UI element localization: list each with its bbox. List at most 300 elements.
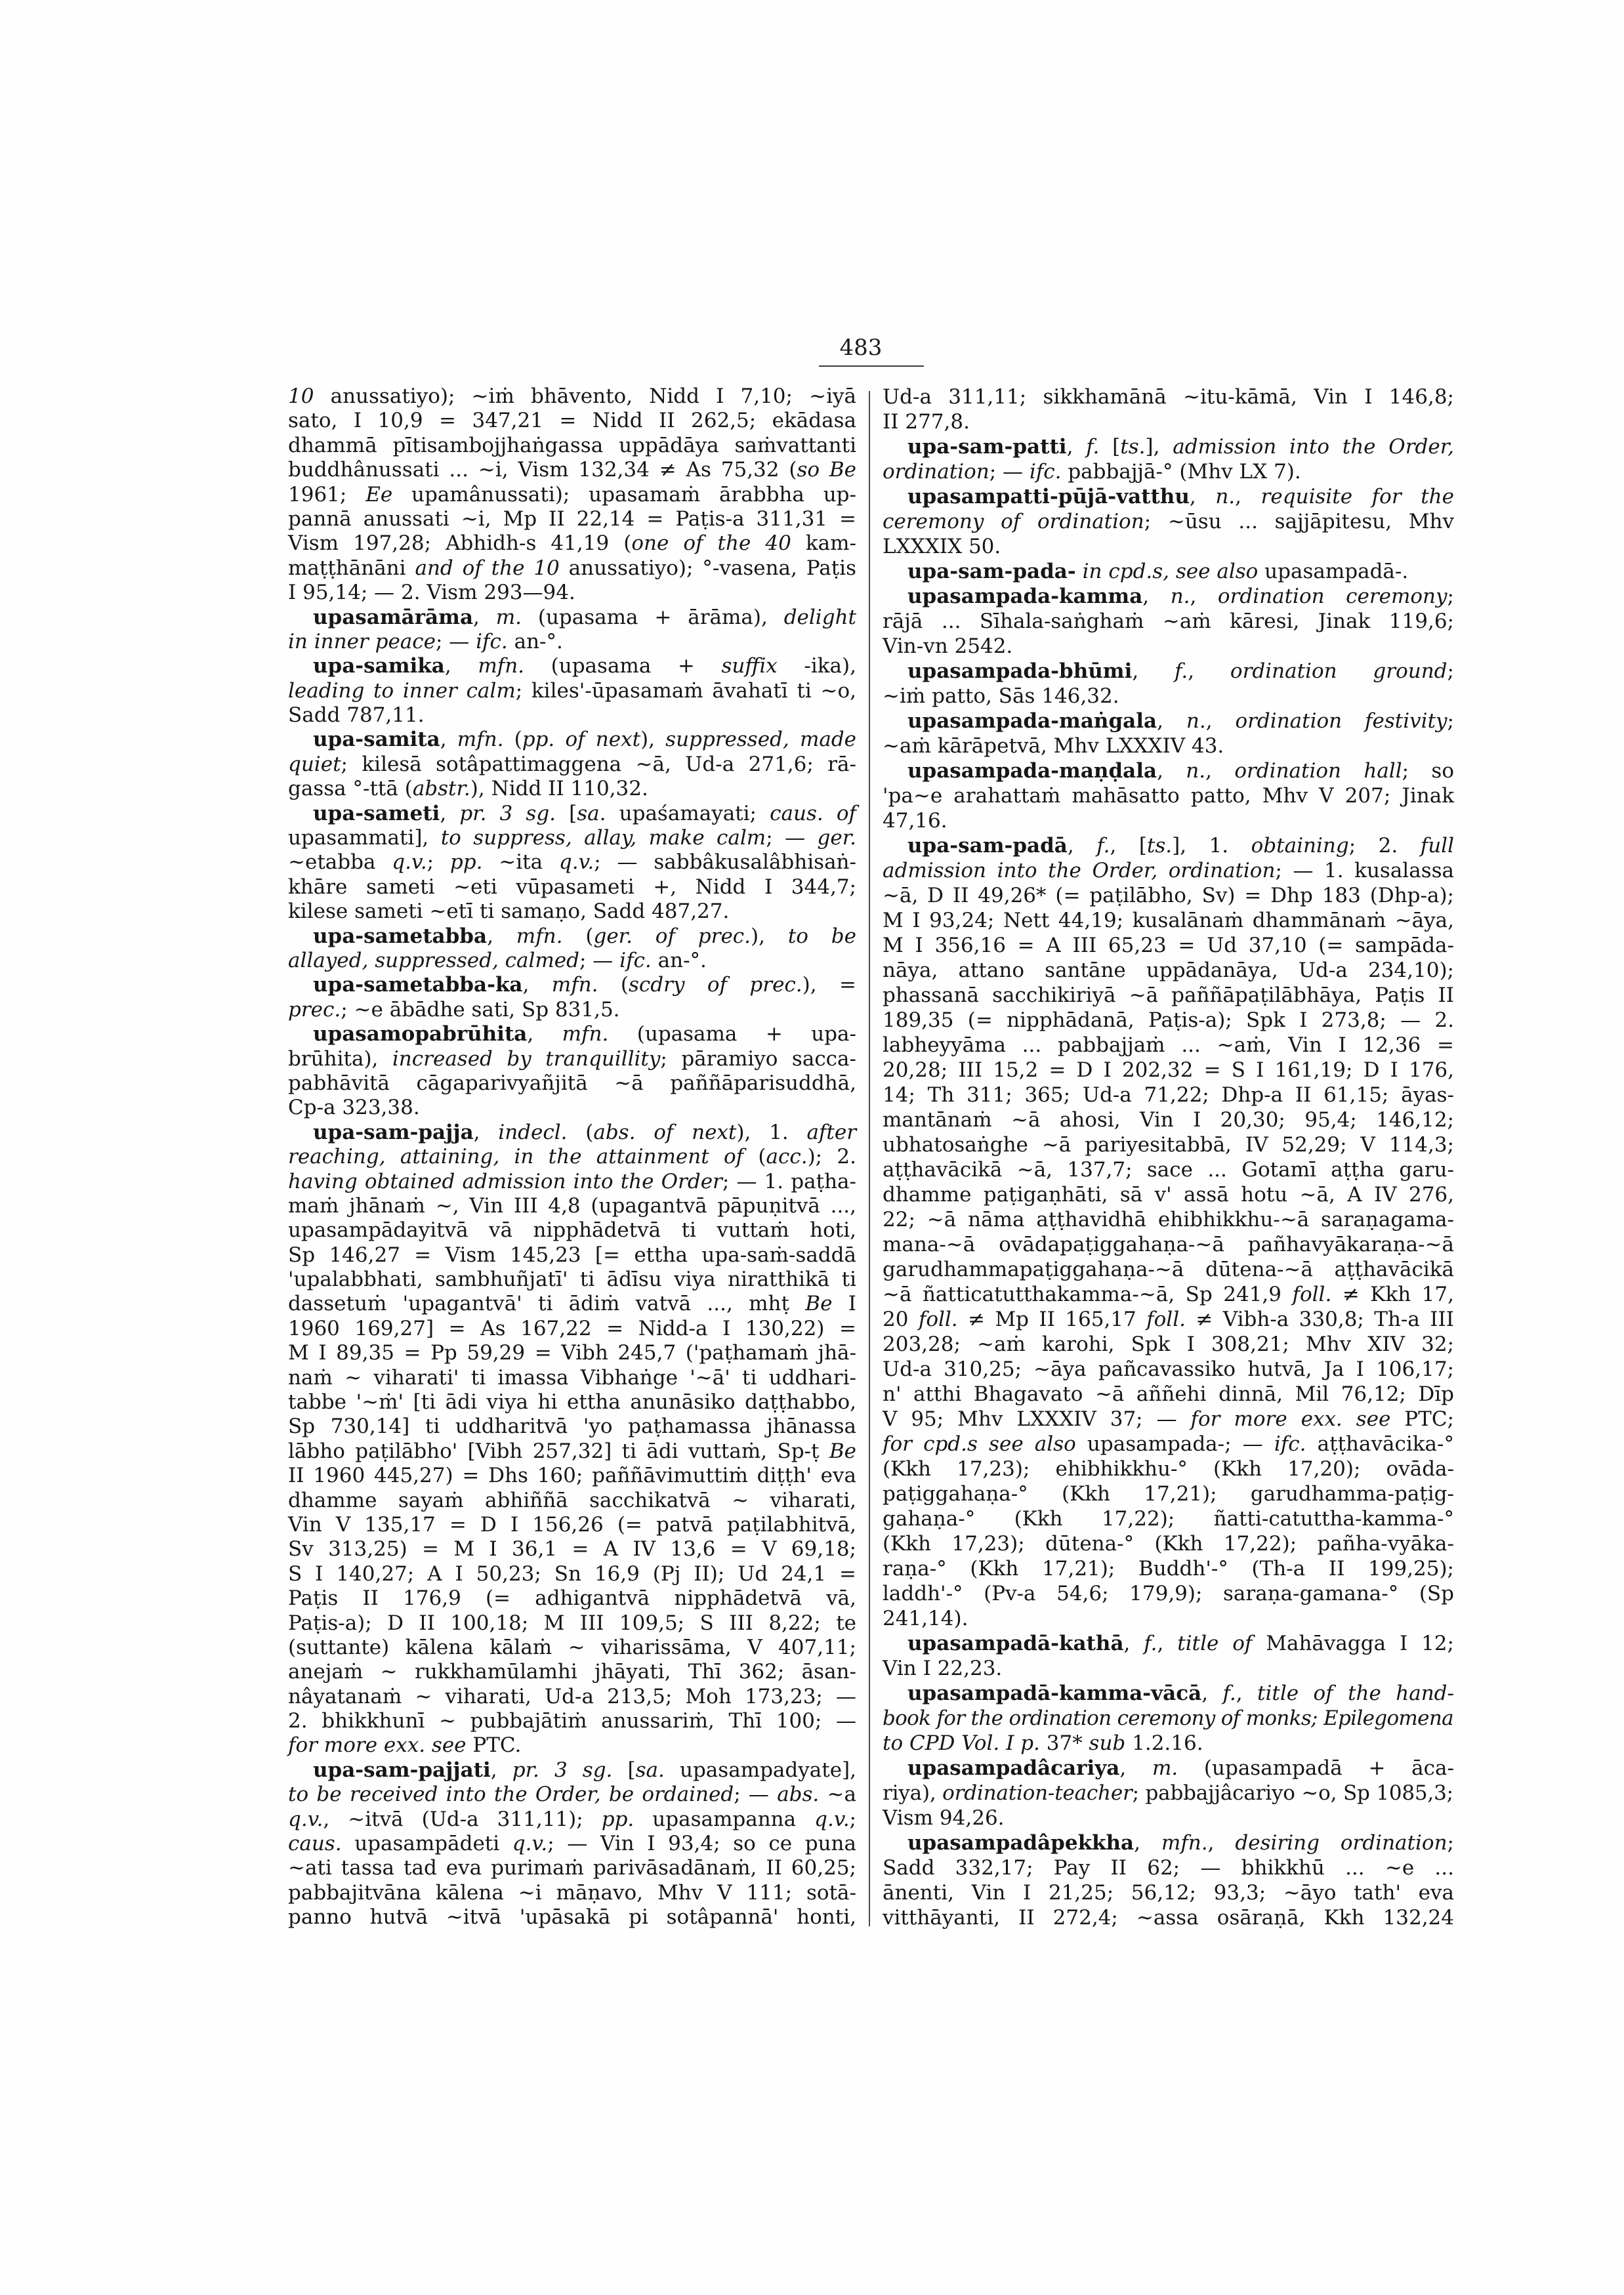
italic-text: full <box>1420 834 1454 858</box>
entry-text: , <box>473 605 496 629</box>
entry-text: ānenti, Vin I 21,25; 56,12; 93,3; ~āyo tath' eva <box>883 1881 1454 1905</box>
dict-line <box>883 734 1454 758</box>
dict-line <box>288 507 856 531</box>
dict-line <box>883 559 1454 584</box>
entry-text: 203,28; ~aṁ karohi, Spk I 308,21; Mhv XIV 32; <box>883 1333 1454 1356</box>
entry-text: ; <box>1447 659 1454 683</box>
entry-text: gassa °-ttā ( <box>288 777 413 801</box>
dict-line <box>288 1390 856 1415</box>
dict-line <box>883 1132 1454 1157</box>
dict-line <box>883 1681 1454 1706</box>
italic-text: ifc. <box>619 948 652 972</box>
italic-text: quiet <box>288 752 341 776</box>
dict-line <box>883 1556 1454 1581</box>
dict-line <box>288 1071 856 1096</box>
italic-text: abstr. <box>412 777 470 801</box>
italic-text: f. <box>1096 834 1110 858</box>
entry-text: lābho paṭilābho' [Vibh 257,32] ti ādi vuttaṁ, Sp-ṭ <box>288 1439 829 1463</box>
dict-line <box>288 630 856 654</box>
entry-text: ~a <box>819 1783 857 1807</box>
entry-text: , <box>1188 659 1230 683</box>
dict-line <box>288 1905 856 1930</box>
entry-text: II 277,8. <box>883 410 970 434</box>
entry-text: ; — Vin I 93,4; so ce puna <box>547 1832 856 1856</box>
entry-text: pabbajitvāna kālena ~i māṇavo, Mhv V 111; sotā- <box>288 1880 856 1905</box>
italic-text: admission into the Order, ordination <box>883 859 1276 882</box>
italic-text: pp. <box>449 850 483 875</box>
dict-line <box>883 1182 1454 1207</box>
entry-text: ; — <box>579 948 620 972</box>
line-text <box>883 1855 1454 1880</box>
line-text <box>907 709 1454 734</box>
line-text <box>883 1481 1454 1506</box>
entry-text: , <box>473 1120 499 1144</box>
line-text <box>883 1182 1454 1207</box>
line-text <box>313 728 856 752</box>
line-text <box>288 556 856 581</box>
headword: upasampatti-pūjā-vatthu <box>907 485 1190 508</box>
entry-text: ( <box>598 973 629 997</box>
line-text <box>288 1562 856 1586</box>
italic-text: abs. of next <box>593 1120 737 1144</box>
italic-text: indecl. <box>498 1120 568 1144</box>
entry-text: anejaṁ ~ rukkhamūlamhi jhāyati, Thī 362; āsan- <box>288 1660 856 1684</box>
entry-text: (Kkh 17,23); dūtena-° (Kkh 17,22); pañha-vyāka- <box>883 1532 1454 1556</box>
line-text <box>883 1058 1454 1083</box>
italic-text: caus. <box>288 1832 342 1856</box>
italic-text: mfn. <box>516 924 563 948</box>
entry-text: (upasama + <box>524 654 722 678</box>
line-text <box>288 1489 856 1513</box>
italic-text: q.v. <box>392 850 427 875</box>
entry-text: , <box>1207 1831 1236 1855</box>
dict-line <box>883 1905 1454 1930</box>
entry-text: ; kiles'-ūpasamaṁ āvahatī ti ~o, <box>515 678 856 703</box>
dict-line <box>883 1307 1454 1332</box>
line-text <box>907 559 1408 584</box>
dict-line <box>288 899 856 924</box>
italic-text: f. <box>1086 435 1100 459</box>
line-text <box>288 1145 856 1169</box>
italic-text: ifc. <box>476 629 508 653</box>
italic-text: n. <box>1186 709 1206 733</box>
line-text <box>907 1830 1454 1855</box>
dict-line <box>288 1121 856 1145</box>
entry-text: upasampadyate], <box>664 1758 856 1782</box>
line-text <box>288 507 856 531</box>
line-text <box>883 883 1454 908</box>
entry-text: Sp 146,27 = Vism 145,23 [= ettha upa-saṁ-saddā <box>288 1243 856 1267</box>
line-text <box>288 1218 856 1243</box>
dict-line <box>883 1382 1454 1407</box>
italic-text: title of the hand- <box>1257 1682 1454 1705</box>
italic-text: title of <box>1177 1632 1253 1655</box>
line-text <box>883 783 1454 808</box>
entry-text: , <box>527 1022 562 1046</box>
line-text <box>907 1631 1454 1656</box>
entry-text: I <box>832 1292 856 1316</box>
entry-text: 20,28; III 15,2 = D I 202,32 = S I 161,19; D I 176, <box>883 1058 1454 1082</box>
entry-text: Sp 730,14] ti uddharitvā 'yo paṭhamassa jhānassa <box>288 1415 856 1439</box>
line-text <box>883 1706 1453 1731</box>
entry-text: labheyyāma ... pabbajjaṁ ... ~aṁ, Vin I 12,36 = <box>883 1033 1454 1057</box>
entry-text: ≠ Vibh-a 330,8; Th-a III <box>1186 1308 1454 1331</box>
entry-text: laddh'-° (Pv-a 54,6; 179,9); saraṇa-gamana-° (Sp <box>883 1582 1454 1605</box>
dict-line <box>288 1660 856 1684</box>
entry-text: ~aṁ kārāpetvā, Mhv LXXXIV 43. <box>883 734 1224 758</box>
entry-text: ; ~e ābādhe sati, Sp 831,5. <box>341 997 620 1022</box>
dict-line <box>288 1096 856 1120</box>
entry-text: M I 89,35 = Pp 59,29 = Vibh 245,7 ('paṭhamaṁ jhā- <box>288 1341 856 1365</box>
line-text <box>288 1464 856 1488</box>
line-text <box>883 808 947 833</box>
dict-line <box>288 1341 856 1365</box>
italic-text: Ee <box>365 482 393 507</box>
line-text <box>288 826 856 850</box>
italic-text: pr. 3 sg. <box>459 801 556 825</box>
italic-text: sub <box>1089 1731 1126 1755</box>
left-column <box>288 384 856 1930</box>
italic-text: m. <box>1152 1756 1178 1780</box>
line-text <box>883 1157 1454 1182</box>
headword: upa-sam-pajja <box>313 1120 474 1144</box>
line-text <box>883 1382 1454 1407</box>
entry-text: ), 1. <box>736 1120 807 1144</box>
italic-text: n. <box>1170 585 1190 608</box>
entry-text: Ud-a 310,25; ~āya pañcavassiko hutvā, Ja I 106,17; <box>883 1357 1454 1381</box>
line-text <box>883 933 1454 958</box>
italic-text: suffix <box>721 654 778 678</box>
dict-line <box>883 509 1454 534</box>
dict-line <box>883 1506 1454 1531</box>
dict-line <box>883 484 1454 509</box>
dict-line <box>883 1481 1454 1506</box>
line-text <box>288 1243 856 1268</box>
line-text <box>907 484 1454 509</box>
line-text <box>883 684 1119 709</box>
dict-line <box>883 1457 1454 1481</box>
line-text <box>883 1581 1454 1606</box>
line-text <box>288 434 856 458</box>
dict-line <box>883 1756 1454 1781</box>
line-text <box>883 1107 1454 1132</box>
headword: upasampadā-kamma-vācā <box>907 1682 1202 1705</box>
dict-line <box>883 1332 1454 1357</box>
entry-text: paṭiggahaṇa-° (Kkh 17,21); garudhamma-paṭig- <box>883 1482 1454 1506</box>
italic-text: obtaining <box>1251 834 1349 858</box>
italic-text: ifc. <box>1274 1432 1306 1456</box>
line-text <box>288 1390 856 1415</box>
line-text <box>288 1783 856 1807</box>
entry-text: Paṭis-a); D II 100,18; M III 109,5; S III 8,22; te <box>288 1611 856 1635</box>
dict-line <box>883 1033 1454 1058</box>
dict-line <box>288 1709 856 1733</box>
line-text <box>313 654 856 678</box>
line-text <box>907 659 1454 684</box>
italic-text: ordination <box>883 460 989 484</box>
line-text <box>313 1758 856 1783</box>
entry-text: mana-~ā ovādapaṭiggahaṇa-~ā pañhavyākaraṇa-~ā <box>883 1233 1454 1256</box>
dict-line <box>883 1157 1454 1182</box>
entry-text: n' atthi Bhagavato ~ā aññehi dinnā, Mil 76,12; Dīp <box>883 1382 1454 1406</box>
italic-text: reaching, attaining, in the attainment of <box>288 1145 744 1169</box>
entry-text: garudhammapaṭiggahaṇa-~ā dūtena-~ā aṭṭhavācikā <box>883 1258 1454 1281</box>
entry-text: (upasampadā + āca- <box>1178 1756 1454 1780</box>
headword: upa-sametabba <box>313 924 488 948</box>
dict-line <box>883 434 1454 459</box>
dict-line <box>883 758 1454 783</box>
italic-text: for more exx. see <box>1190 1407 1391 1431</box>
dict-line <box>883 1207 1454 1232</box>
dict-line <box>288 1022 856 1046</box>
dict-line <box>883 1781 1454 1806</box>
dict-line <box>288 409 856 433</box>
dict-line <box>288 1439 856 1464</box>
dict-line <box>883 833 1454 858</box>
entry-text: , <box>1201 1682 1223 1705</box>
line-text <box>288 899 729 924</box>
headword: upa-samika <box>313 654 445 678</box>
entry-text: 2. bhikkhunī ~ pubbajātiṁ anussariṁ, Thī 100; — <box>288 1709 856 1733</box>
entry-text: II 1960 445,27) = Dhs 160; paññāvimuttiṁ diṭṭh' eva <box>288 1464 856 1488</box>
line-text <box>883 409 970 434</box>
line-text <box>288 777 648 801</box>
italic-text: acc. <box>766 1145 808 1169</box>
italic-text: f. <box>1175 659 1188 683</box>
italic-text: ceremony of ordination <box>883 510 1144 533</box>
entry-text: upasampādeti <box>341 1832 512 1856</box>
entry-text: ; — sabbâkusalâbhisaṅ- <box>594 850 856 875</box>
line-text <box>288 1096 420 1120</box>
line-text <box>907 1681 1454 1706</box>
dict-line <box>288 924 856 949</box>
dict-line <box>883 1432 1454 1457</box>
entry-text: nâyatanaṁ ~ viharati, Ud-a 213,5; Moh 173,23; — <box>288 1684 856 1708</box>
line-text <box>883 634 1012 659</box>
italic-text: ts. <box>1146 834 1173 858</box>
dict-line <box>288 1464 856 1488</box>
dict-line <box>883 1581 1454 1606</box>
italic-text: to be received into the Order, be ordained <box>288 1783 734 1807</box>
headword: upa-sam-pada- <box>907 560 1076 583</box>
entry-text: ~ā ñatticatutthakamma-~ā, Sp 241,9 <box>883 1283 1293 1306</box>
dict-line <box>288 703 856 728</box>
line-text <box>883 609 1454 634</box>
line-text <box>883 983 1454 1008</box>
entry-text: , <box>1189 485 1216 508</box>
italic-text: n. <box>1186 759 1206 783</box>
italic-text: mfn. <box>562 1022 609 1046</box>
line-text <box>313 606 856 630</box>
entry-text: 20 <box>883 1308 919 1331</box>
dict-line <box>883 609 1454 634</box>
entry-text: 22; ~ā nāma aṭṭhavidhā ehibhikkhu-~ā saraṇagama- <box>883 1208 1454 1231</box>
line-text <box>288 1808 856 1832</box>
entry-text: 14; Th 311; 365; Ud-a 71,22; Dhp-a II 61,15; āyas- <box>883 1083 1454 1107</box>
italic-text: increased by tranquillity <box>392 1046 661 1071</box>
line-text <box>313 1121 856 1145</box>
entry-text: , <box>1236 1682 1258 1705</box>
line-text <box>883 1132 1454 1157</box>
line-text <box>288 1611 856 1636</box>
entry-text: phassanā sacchikiriyā ~ā paññāpaṭilābhāya, Paṭis II <box>883 983 1454 1007</box>
entry-text: , <box>1157 759 1186 783</box>
italic-text: foll. <box>918 1308 958 1331</box>
entry-text: [ <box>1099 435 1121 459</box>
dict-line <box>288 1562 856 1586</box>
entry-text: M I 356,16 = A III 65,23 = Ud 37,10 (= sampāda- <box>883 934 1454 957</box>
entry-text: kam- <box>791 531 856 556</box>
entry-text: upaśamayati; <box>606 801 770 825</box>
entry-text: naṁ ~ viharati' ti imassa Vibhaṅge '~ā' ti uddhari- <box>288 1365 856 1390</box>
line-text <box>883 1556 1454 1581</box>
italic-text: abs. <box>777 1783 820 1807</box>
line-text <box>883 734 1224 758</box>
entry-text: buddhânussati ... ~i, Vism 132,34 ≠ As 75,32 ( <box>288 458 797 482</box>
italic-text: suppressed, made <box>665 728 857 752</box>
line-text <box>288 753 856 777</box>
italic-text: to suppress, allay, make calm <box>440 826 766 850</box>
line-text <box>883 1457 1454 1481</box>
entry-text: Mahāvagga I 12; <box>1252 1632 1454 1655</box>
line-text <box>288 1832 856 1856</box>
dict-line <box>288 802 856 826</box>
entry-text: mantānaṁ ~ā ahosi, Vin I 20,30; 95,4; 146,12; <box>883 1108 1454 1132</box>
entry-text: ; <box>1447 1831 1454 1855</box>
headword: upasamārāma <box>313 605 474 629</box>
dict-line <box>288 973 856 997</box>
entry-text: ], <box>1145 435 1173 459</box>
entry-text: ( <box>567 1120 594 1144</box>
dict-line <box>883 1083 1454 1107</box>
entry-text: dhammā pītisambojjhaṅgassa uppādāya saṁvattanti <box>288 433 856 457</box>
entry-text: , ~itvā (Ud-a 311,11); <box>323 1807 602 1831</box>
italic-text: to be <box>787 924 856 948</box>
line-text <box>288 998 620 1022</box>
entry-text: nāya, attano santāne uppādanāya, Ud-a 234,10); <box>883 959 1454 982</box>
entry-text: 47,16. <box>883 809 947 833</box>
line-text <box>883 1257 1454 1282</box>
line-text <box>288 531 856 556</box>
entry-text: , <box>1123 1632 1144 1655</box>
line-text <box>288 1170 856 1194</box>
dict-line <box>288 1047 856 1071</box>
entry-text: ; — 1. paṭha- <box>722 1169 856 1193</box>
line-text <box>288 1685 856 1709</box>
headword: upasampada-kamma <box>907 585 1143 608</box>
line-text <box>883 1282 1454 1307</box>
entry-text: upamânussati); upasamaṁ ārabbha up- <box>392 482 856 507</box>
entry-text: ; pāramiyo sacca- <box>660 1046 857 1071</box>
entry-text: pabhāvitā cāgaparivyañjitā ~ā paññāparisuddhā, <box>288 1071 856 1095</box>
entry-text: maṁ jhānaṁ ~, Vin III 4,8 (upagantvā pāpuṇitvā ..., <box>288 1193 856 1218</box>
italic-text: ordination ceremony <box>1217 585 1447 608</box>
entry-text: khāre sameti ~eti vūpasameti +, Nidd I 344,7; <box>288 875 856 899</box>
dict-line <box>883 684 1454 709</box>
headword: upa-sam-padā <box>907 834 1068 858</box>
entry-text: 'upalabbhati, sambhuñjatī' ti ādīsu viya niratthikā ti <box>288 1268 856 1292</box>
dict-line <box>883 1731 1454 1756</box>
italic-text: caus. of <box>770 801 856 825</box>
line-text <box>288 850 856 875</box>
line-text <box>883 1506 1454 1531</box>
dict-line <box>288 531 856 556</box>
entry-text: I 95,14; — 2. Vism 293—94. <box>288 581 575 605</box>
italic-text: after <box>806 1120 857 1144</box>
line-text <box>883 1731 1203 1756</box>
dict-line <box>288 1758 856 1783</box>
entry-text: Sv 313,25) = M I 36,1 = A IV 13,6 = V 69,18; <box>288 1537 856 1561</box>
italic-text: mfn. <box>478 654 525 678</box>
line-text <box>907 758 1454 783</box>
dict-line <box>883 534 1454 559</box>
line-text <box>288 409 856 433</box>
headword: upa-sametabba-ka <box>313 973 523 997</box>
line-text <box>883 1207 1454 1232</box>
entry-text: maṭṭhānāni <box>288 556 415 580</box>
entry-text: ; so <box>1402 759 1454 783</box>
entry-text: 'pa~e arahattaṁ mahāsatto patto, Mhv V 207; Jinak <box>883 784 1454 808</box>
headword: upasampadâpekkha <box>907 1831 1135 1855</box>
line-text <box>288 679 856 703</box>
line-text <box>288 1709 856 1733</box>
entry-text: ( <box>562 924 594 948</box>
italic-text: delight <box>783 605 856 629</box>
dict-line <box>288 1832 856 1856</box>
dict-line <box>288 1268 856 1292</box>
headword: upasamopabrūhita <box>313 1022 528 1046</box>
entry-text: ), <box>640 728 666 752</box>
line-text <box>883 1357 1454 1382</box>
italic-text: ordination ground <box>1230 659 1447 683</box>
entry-text: (suttante) kālena kālaṁ ~ viharissāma, V 407,11; <box>288 1635 856 1659</box>
entry-text: ; kilesā sotâpattimaggena ~ā, Ud-a 271,6; rā- <box>341 752 856 776</box>
entry-text: ≠ Kkh 17, <box>1331 1283 1454 1306</box>
italic-text: one of the 40 <box>631 531 791 556</box>
italic-text: m. <box>495 605 522 629</box>
entry-text: , <box>440 728 457 752</box>
entry-text: ; 2. <box>1348 834 1421 858</box>
entry-text: , <box>1067 834 1097 858</box>
italic-text: f. <box>1144 1632 1157 1655</box>
line-text <box>288 1366 856 1390</box>
dict-line <box>883 883 1454 908</box>
line-text <box>288 1317 856 1341</box>
entry-text: M I 93,24; Nett 44,19; kusalānaṁ dhammānaṁ ~āya, <box>883 909 1454 932</box>
entry-text: panno hutvā ~itvā 'upāsakā pi sotâpannā' honti, <box>288 1905 856 1930</box>
dict-line <box>883 783 1454 808</box>
entry-text: , <box>1205 759 1235 783</box>
entry-text: Vin-vn 2542. <box>883 634 1013 658</box>
dict-line <box>883 1257 1454 1282</box>
italic-text: pp. <box>601 1807 635 1831</box>
line-text <box>883 1033 1454 1058</box>
entry-text: [ <box>612 1758 636 1782</box>
dict-line <box>883 659 1454 684</box>
entry-text: dhamme paṭigaṇhāti, sā v' assā hotu ~ā, A IV 276, <box>883 1183 1454 1207</box>
dict-line <box>288 1366 856 1390</box>
dict-line <box>883 459 1454 484</box>
line-text <box>288 875 856 899</box>
dict-line <box>883 409 1454 434</box>
dict-line <box>288 1685 856 1709</box>
dict-line <box>288 1856 856 1880</box>
italic-text: leading to inner calm <box>288 678 516 703</box>
dict-line <box>883 584 1454 609</box>
dict-line <box>288 458 856 482</box>
italic-text: allayed, suppressed, calmed <box>288 948 579 972</box>
dict-line <box>288 1586 856 1611</box>
